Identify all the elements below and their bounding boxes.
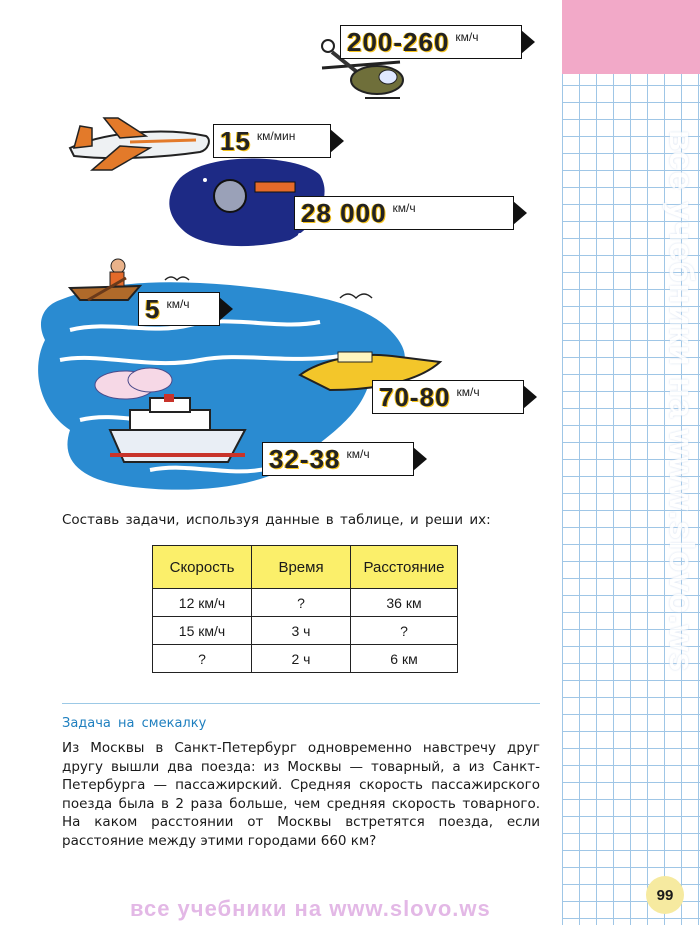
gull-icon <box>165 277 189 280</box>
arrow-right-icon <box>523 385 537 409</box>
arrow-right-icon <box>521 30 535 54</box>
speed-value: 28 000 <box>301 197 387 228</box>
table-cell: 6 км <box>351 645 458 673</box>
gull-icon <box>340 294 372 298</box>
task-instruction: Составь задачи, используя данные в таблице, и реши их: <box>62 512 491 528</box>
arrow-right-icon <box>413 447 427 471</box>
speed-label-rowboat <box>138 292 220 326</box>
table-cell: 2 ч <box>252 645 351 673</box>
speed-label-helicopter <box>340 25 522 59</box>
side-watermark: все учебники на www.slovo.ws <box>662 130 700 673</box>
table-row <box>153 589 458 617</box>
bottom-watermark: все учебники на www.slovo.ws <box>130 896 491 921</box>
page-number: 99 <box>646 876 684 914</box>
speed-value: 200-260 <box>347 26 450 57</box>
column-header: Скорость <box>153 546 252 589</box>
speed-unit: км/ч <box>456 385 480 399</box>
speed-label-plane <box>213 124 331 158</box>
speed-unit: км/ч <box>166 297 190 311</box>
table-cell: 36 км <box>351 589 458 617</box>
table-cell: ? <box>153 645 252 673</box>
arrow-right-icon <box>513 201 527 225</box>
table-cell: 15 км/ч <box>153 617 252 645</box>
puzzle-text: Из Москвы в Санкт-Петербург одновременно навстречу друг другу вышли два поезда: из Москвы — товарный, а из Санкт-Петербурга — пассажирский. Средняя скорость пассажирского поезда была в 2 раза больше, чем средняя скорость товарного. На каком расстоянии от Москвы встретятся поезда, если расстояние между этими городами 660 км? <box>62 740 540 849</box>
speed-time-distance-table <box>152 545 458 673</box>
speed-unit: км/ч <box>455 30 479 44</box>
speed-label-hydrofoil <box>372 380 524 414</box>
speed-value: 70-80 <box>379 381 451 412</box>
table-cell: ? <box>252 589 351 617</box>
section-divider <box>62 703 540 704</box>
table-row <box>153 617 458 645</box>
column-header: Время <box>252 546 351 589</box>
speed-value: 32-38 <box>269 443 341 474</box>
speed-label-spacecraft <box>294 196 514 230</box>
table-cell: ? <box>351 617 458 645</box>
arrow-right-icon <box>219 297 233 321</box>
puzzle-title: Задача на смекалку <box>62 716 207 731</box>
speed-label-ship <box>262 442 414 476</box>
speed-unit: км/мин <box>256 129 296 143</box>
table-header-row <box>153 546 458 589</box>
speed-unit: км/ч <box>346 447 370 461</box>
arrow-right-icon <box>330 129 344 153</box>
table-row <box>153 645 458 673</box>
speed-value: 5 <box>145 293 161 324</box>
pink-corner-block <box>562 0 700 74</box>
table-cell: 12 км/ч <box>153 589 252 617</box>
speed-value: 15 <box>220 125 251 156</box>
table-cell: 3 ч <box>252 617 351 645</box>
transport-illustration <box>0 0 560 505</box>
rowboat-icon <box>70 259 140 300</box>
column-header: Расстояние <box>351 546 458 589</box>
speed-unit: км/ч <box>392 201 416 215</box>
plane-icon <box>70 118 209 170</box>
